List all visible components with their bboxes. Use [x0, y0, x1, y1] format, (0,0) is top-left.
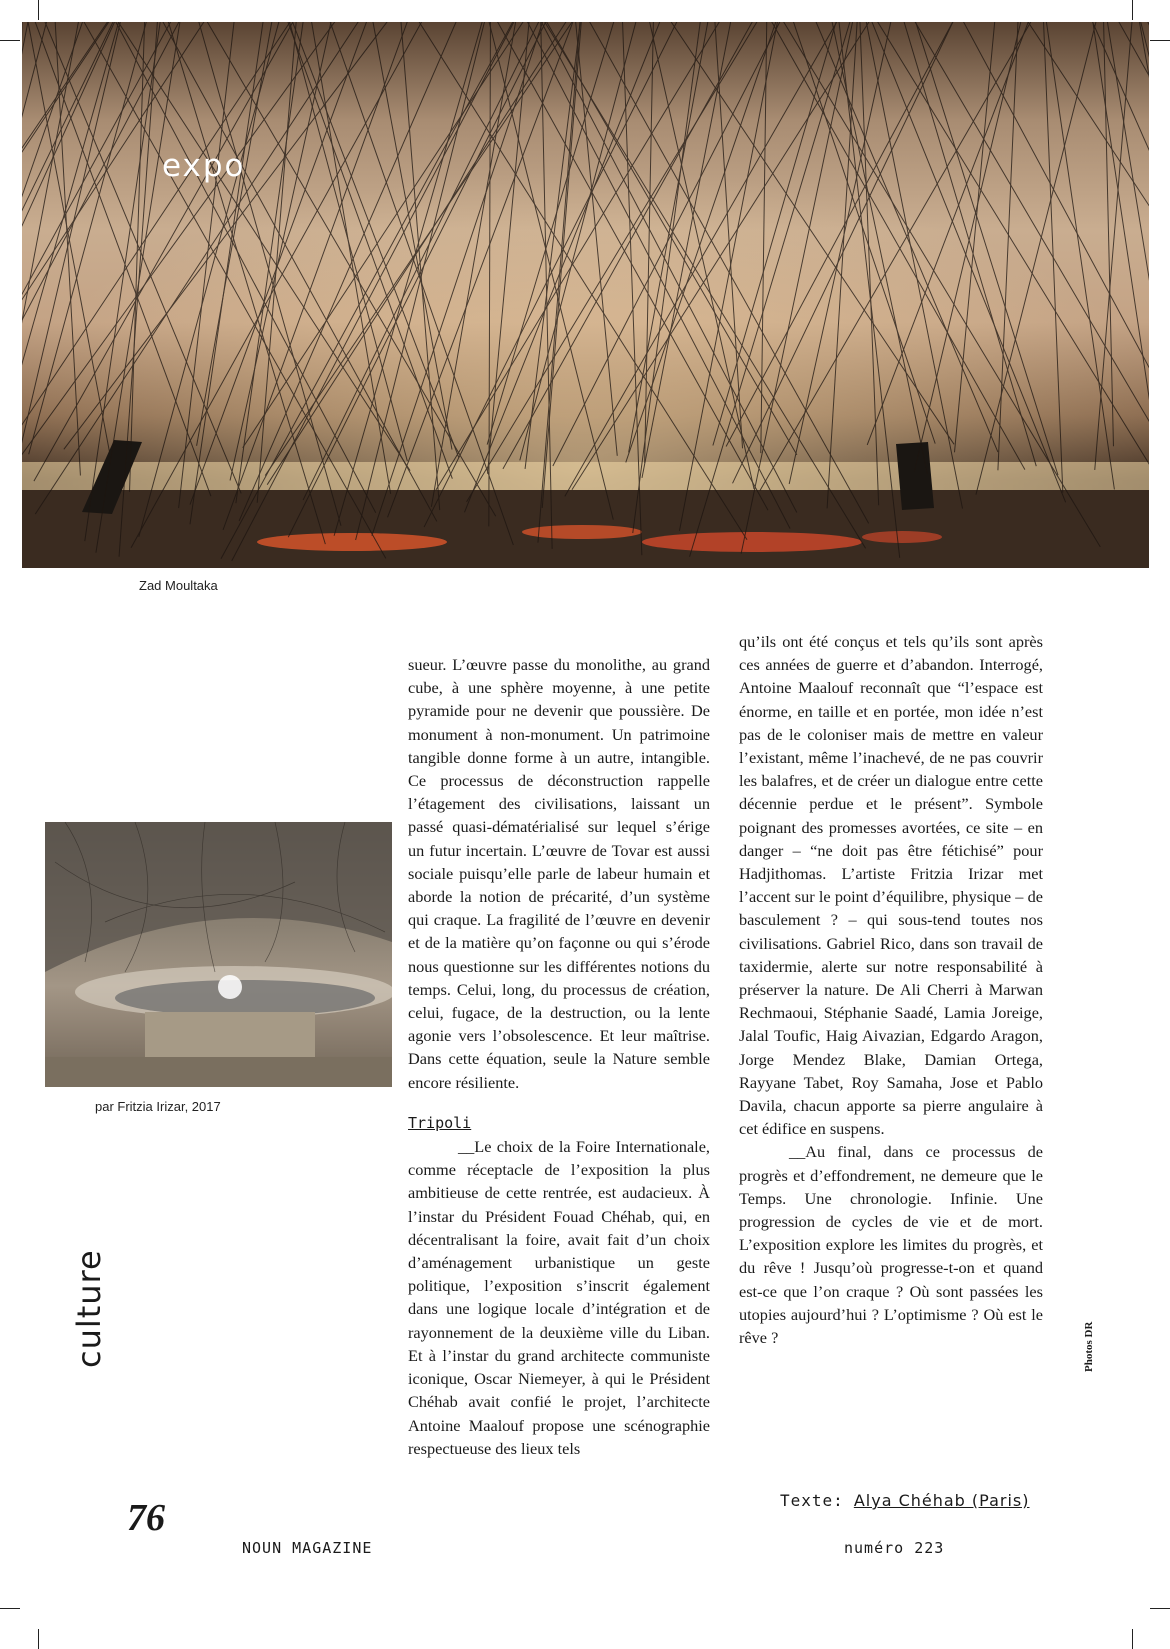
- article-column-1: [408, 653, 710, 1460]
- crop-mark: [0, 40, 20, 41]
- author-name: Alya Chéhab (Paris): [853, 1491, 1030, 1510]
- author-label: Texte:: [780, 1491, 844, 1510]
- article-paragraph: __Le choix de la Foire Internationale, comme réceptacle de l’exposition la plus ambitieuse de cette rentrée, est audacieux. À l’instar du Président Fouad Chéhab, qui, en décentralisant la foire, avait fait d’un choix d’aménagement urbanistique un geste politique, l’exposition s’inscrit également dans une logique locale d’intégration et de rayonnement de la deuxième ville du Liban. Et à l’instar du grand architecte communiste iconique, Oscar Niemeyer, à qui le Président Chéhab avait confié le projet, l’architecte Antoine Maalouf propose une scénographie respectueuse des lieux tels: [408, 1137, 710, 1458]
- photo-credit: Photos DR: [1083, 1321, 1095, 1372]
- crop-mark: [1132, 0, 1133, 20]
- hero-installation-illustration: [22, 22, 1149, 568]
- issue-number: numéro 223: [844, 1539, 945, 1557]
- installation-photo: [45, 822, 392, 1087]
- photo-caption: par Fritzia Irizar, 2017: [95, 1099, 221, 1114]
- crop-mark: [38, 1629, 39, 1649]
- section-rubric: culture: [70, 1249, 108, 1368]
- section-tag: expo: [162, 148, 246, 184]
- article-paragraph: qu’ils ont été conçus et tels qu’ils sont après ces années de guerre et d’abandon. Interrogé, Antoine Maalouf reconnaît que “l’espace est énorme, en taille et en portée, mon idée n’est pas de le coloniser mais de mettre en valeur l’existant, même l’inachevé, de ne pas couvrir les balafres, et de créer un dialogue entre cette décennie perdue et le présent”. Symbole poignant des promesses avortées, ce site – en danger – “ne doit pas être fétichisé” pour Hadjithomas. L’artiste Fritzia Irizar met l’accent sur le point d’équilibre, physique – de basculement ? – qui sous-tend toutes nos civilisations. Gabriel Rico, dans son travail de taxidermie, alerte sur notre responsabilité à préserver la nature. De Ali Cherri à Marwan Rechmaoui, Stéphanie Saadé, Lamia Joreige, Jalal Toufic, Haig Aivazian, Edgardo Aragon, Jorge Mendez Blake, Damian Ortega, Rayyane Tabet, Roy Samaha, Jose et Pablo Davila, chacun apporte sa pierre angulaire à cet édifice en suspens.: [739, 632, 1043, 1139]
- crop-mark: [0, 1608, 20, 1609]
- article-subhead: Tripoli: [408, 1113, 472, 1132]
- author-credit: [780, 1491, 1030, 1510]
- hero-caption: Zad Moultaka: [139, 578, 218, 593]
- page-number: 76: [127, 1497, 165, 1539]
- crop-mark: [1150, 40, 1170, 41]
- article-column-2: [739, 630, 1043, 1349]
- hero-photo: [22, 22, 1149, 568]
- crop-mark: [38, 0, 39, 20]
- article-paragraph: sueur. L’œuvre passe du monolithe, au grand cube, à une sphère moyenne, à une petite pyramide pour ne devenir que poussière. De monument à non-monument. Un patrimoine tangible donne forme à un autre, intangible. Ce processus de déconstruction rappelle l’étagement des civilisations, laissant un passé quasi-dématérialisé sur lequel s’érige un futur incertain. L’œuvre de Tovar est aussi sociale puisqu’elle parle de labeur humain et aborde la notion de précarité, d’un système qui craque. La fragilité de l’œuvre en devenir et de la matière qu’on façonne ou qui s’érode nous questionne sur les différentes notions du temps. Celui, long, du processus de création, celui, fugace, de la destruction, ou la lente agonie vers l’obsolescence. Et leur maîtrise. Dans cette équation, seule la Nature semble encore résiliente.: [408, 655, 710, 1092]
- crop-mark: [1150, 1608, 1170, 1609]
- installation-photo-illustration: [45, 822, 392, 1087]
- article-paragraph: __Au final, dans ce processus de progrès et d’effondrement, ne demeure que le Temps. Une chronologie. Infinie. Une progression de cycles de vie et de mort. L’exposition explore les limites du progrès, et du rêve ! Jusqu’où progresse-t-on et quand est-ce que l’on craque ? Où sont passées les utopies aujourd’hui ? L’optimisme ? Où est le rêve ?: [739, 1142, 1043, 1348]
- crop-mark: [1132, 1629, 1133, 1649]
- magazine-name: NOUN MAGAZINE: [242, 1539, 373, 1557]
